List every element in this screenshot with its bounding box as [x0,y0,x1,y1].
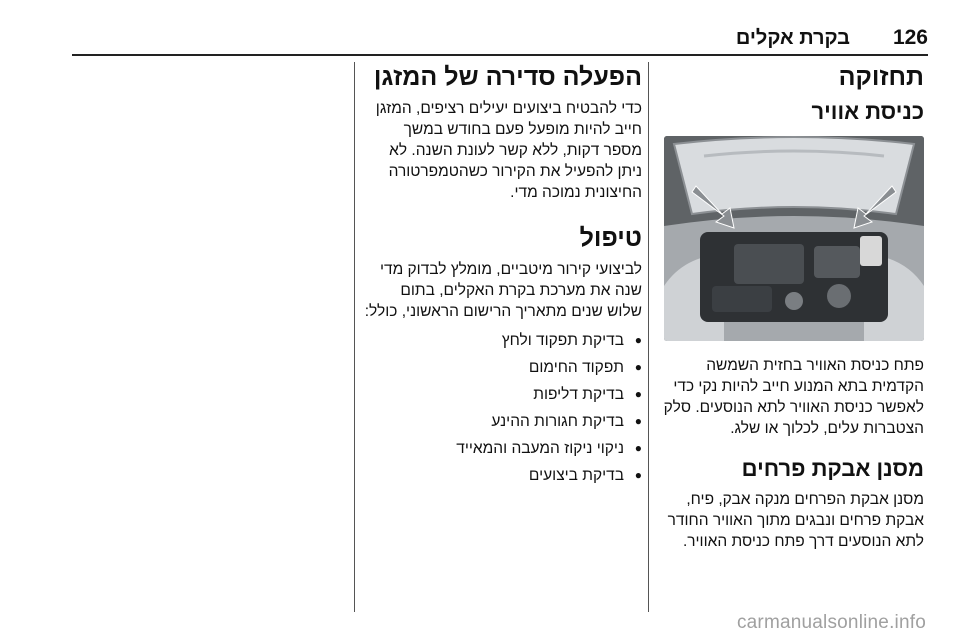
service-checklist [364,330,642,486]
site-watermark: carmanualsonline.info [736,612,926,633]
list-item: ● תפקוד החימום [528,359,642,376]
pollen-filter-text: מסנן אבקת הפרחים מנקה אבק, פיח, אבקת פרחים ונבגים מתוך האוויר החודר לתא הנוסעים דרך פתח כניסת האוויר. [667,491,924,550]
list-item: ● בדיקת תפקוד ולחץ [501,332,642,349]
ac-operation-text: כדי להבטיח ביצועים יעילים רציפים, המזגן חייב להיות מופעל פעם בחודש במשך מספר דקות, ללא קשר לעונת השנה. לא ניתן להפעיל את הקירור כשהטמפרטורה החיצונית נמוכה מדי. [375,100,642,201]
bullet-icon: ● [634,468,642,482]
engine-bay-illustration [664,136,924,341]
bullet-icon: ● [634,441,642,455]
bullet-icon: ● [634,387,642,401]
pollen-filter-heading: מסנן אבקת פרחים [741,456,924,481]
service-heading: טיפול [579,224,642,252]
maintenance-heading: תחזוקה [838,63,924,91]
engine-bay-photo [664,136,924,341]
left-column [364,62,642,492]
column-divider [648,62,649,612]
ac-operation-heading: הפעלה סדירה של המזגן [373,63,642,91]
list-item: ● בדיקת ביצועים [528,467,642,484]
bullet-icon: ● [634,360,642,374]
page-number: 126 [892,26,928,49]
list-item: ● בדיקת דליפות [533,386,642,403]
column-divider [354,62,355,612]
right-column [654,62,924,552]
list-item: ● בדיקת חגורות ההינע [491,413,642,430]
section-title: בקרת אקלים [735,27,850,49]
bullet-icon: ● [634,414,642,428]
service-text: לביצועי קירור מיטביים, מומלץ לבדוק מדי שנה את מערכת בקרת האקלים, בתום שלוש שנים מתאריך הרישום הראשוני, כולל: [364,261,642,320]
page-header [72,26,928,56]
air-intake-text: פתח כניסת האוויר בחזית השמשה הקדמית בתא המנוע חייב להיות נקי כדי לאפשר כניסת האוויר לתא הנוסעים. סלק הצטברות עלים, לכלוך או שלג. [663,357,924,437]
list-item: ● ניקוי ניקוז המעבה והמאייד [456,440,642,457]
bullet-icon: ● [634,333,642,347]
air-intake-heading: כניסת אוויר [811,99,924,124]
